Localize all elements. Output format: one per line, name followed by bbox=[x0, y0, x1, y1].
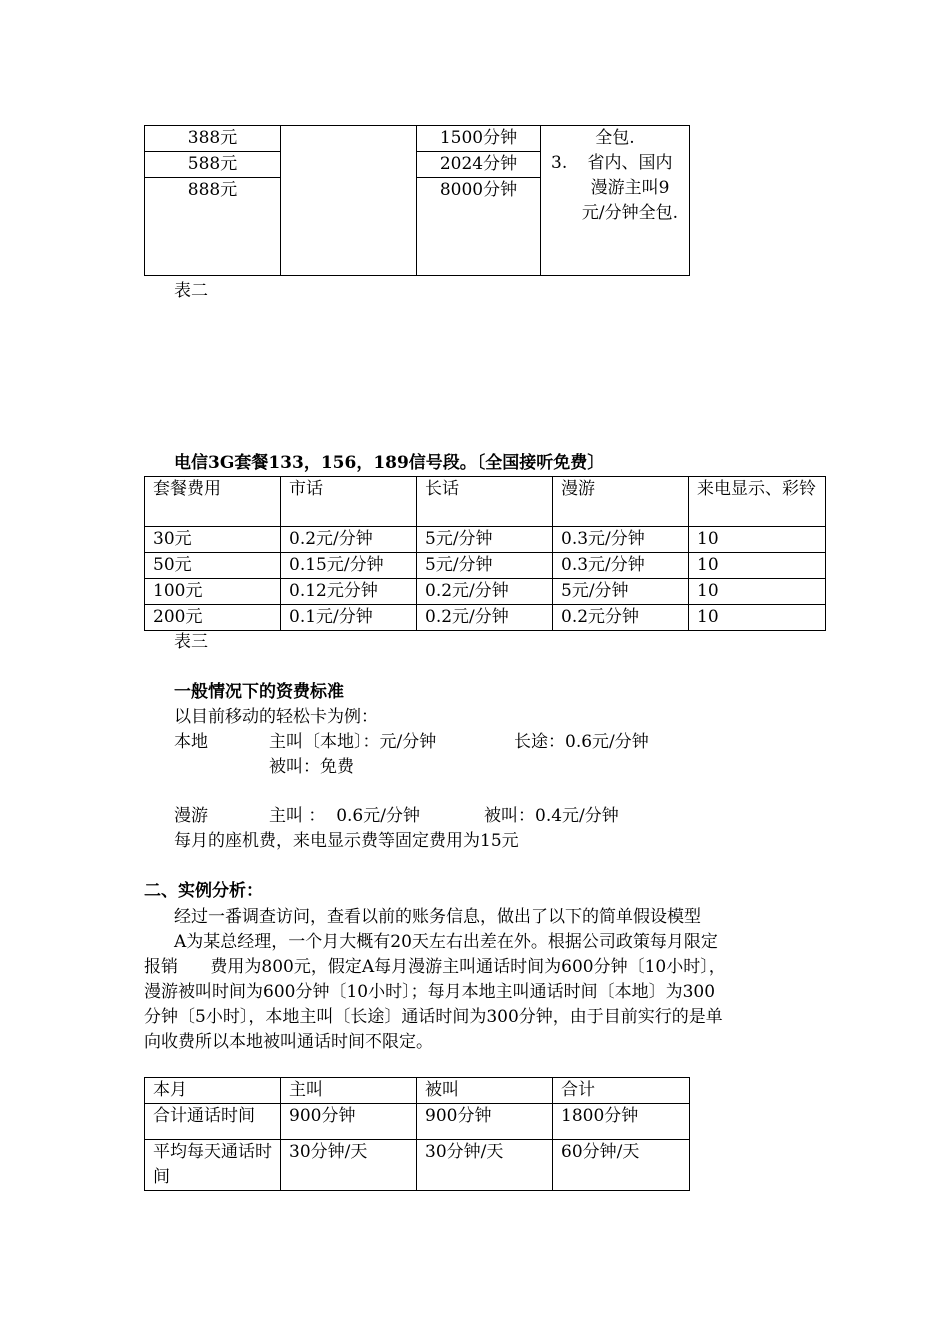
paragraph-line: 向收费所以本地被叫通话时间不限定。 bbox=[144, 1032, 433, 1052]
table-cell: 2024分钟 bbox=[417, 152, 541, 178]
table-cell: 0.12元分钟 bbox=[281, 579, 417, 605]
table-cell: 200元 bbox=[145, 605, 281, 631]
table-header-cell: 长话 bbox=[417, 477, 553, 527]
table-cell: 0.3元/分钟 bbox=[553, 527, 689, 553]
table-cell: 0.3元/分钟 bbox=[553, 553, 689, 579]
table-cell: 388元 bbox=[145, 126, 281, 152]
table-header-cell: 被叫 bbox=[417, 1078, 553, 1104]
table-cell: 8000分钟 bbox=[417, 178, 541, 276]
table-row bbox=[145, 605, 826, 631]
paragraph-line: 报销 费用为800元，假定A每月漫游主叫通话时间为600分钟〔10小时〕， bbox=[144, 957, 726, 977]
table-caption: 表三 bbox=[174, 632, 208, 652]
table-cell: 0.2元/分钟 bbox=[417, 605, 553, 631]
section-title: 一般情况下的资费标准 bbox=[174, 682, 344, 702]
table-cell: 900分钟 bbox=[417, 1104, 553, 1140]
table-cell: 5元/分钟 bbox=[417, 527, 553, 553]
tariff-value: 被叫：0.4元/分钟 bbox=[484, 806, 619, 826]
table-cell: 100元 bbox=[145, 579, 281, 605]
table-header-cell: 本月 bbox=[145, 1078, 281, 1104]
table-row bbox=[145, 579, 826, 605]
table-cell: 588元 bbox=[145, 152, 281, 178]
tariff-label: 漫游 bbox=[174, 806, 208, 826]
telecom-plan-table bbox=[144, 476, 826, 631]
table-header-cell: 主叫 bbox=[281, 1078, 417, 1104]
table-cell: 平均每天通话时间 bbox=[145, 1140, 281, 1191]
table-cell: 0.2元分钟 bbox=[553, 605, 689, 631]
section-title: 电信3G套餐133，156，189信号段。〔全国接听免费〕 bbox=[174, 453, 605, 473]
table-header-cell: 来电显示、彩铃 bbox=[689, 477, 826, 527]
table-cell: 0.2元/分钟 bbox=[281, 527, 417, 553]
call-time-table bbox=[144, 1077, 690, 1191]
note-line: 全包. bbox=[595, 128, 635, 148]
table-cell: 60分钟/天 bbox=[553, 1140, 690, 1191]
paragraph: 以目前移动的轻松卡为例： bbox=[174, 707, 378, 727]
table-cell: 30元 bbox=[145, 527, 281, 553]
table-cell: 10 bbox=[689, 553, 826, 579]
table-cell: 50元 bbox=[145, 553, 281, 579]
table-cell: 888元 bbox=[145, 178, 281, 276]
table-cell-empty bbox=[281, 126, 417, 276]
table-cell: 10 bbox=[689, 579, 826, 605]
table-cell: 1800分钟 bbox=[553, 1104, 690, 1140]
tariff-value: 主叫〔本地〕：元/分钟 bbox=[269, 732, 437, 752]
paragraph: 每月的座机费，来电显示费等固定费用为15元 bbox=[174, 831, 519, 851]
table-cell: 30分钟/天 bbox=[417, 1140, 553, 1191]
table-caption: 表二 bbox=[174, 281, 208, 301]
note-number: 3. bbox=[551, 153, 568, 173]
paragraph-line: 经过一番调查访问，查看以前的账务信息，做出了以下的简单假设模型 bbox=[174, 907, 701, 927]
table-header-cell: 合计 bbox=[553, 1078, 690, 1104]
table-note-cell bbox=[541, 126, 690, 276]
table-row bbox=[145, 1140, 690, 1191]
table-row bbox=[145, 1104, 690, 1140]
table-cell: 0.15元/分钟 bbox=[281, 553, 417, 579]
table-cell: 1500分钟 bbox=[417, 126, 541, 152]
tariff-value: 主叫 ： 0.6元/分钟 bbox=[269, 806, 420, 826]
table-row bbox=[145, 527, 826, 553]
plan-table-continued bbox=[144, 125, 690, 276]
tariff-value: 被叫：免费 bbox=[269, 757, 354, 777]
paragraph-line: 分钟〔5小时〕，本地主叫〔长途〕通话时间为300分钟，由于目前实行的是单 bbox=[144, 1007, 723, 1027]
table-cell: 10 bbox=[689, 605, 826, 631]
table-header-cell: 市话 bbox=[281, 477, 417, 527]
table-header-cell: 漫游 bbox=[553, 477, 689, 527]
table-row bbox=[145, 553, 826, 579]
table-cell: 0.2元/分钟 bbox=[417, 579, 553, 605]
table-cell: 合计通话时间 bbox=[145, 1104, 281, 1140]
table-cell: 0.1元/分钟 bbox=[281, 605, 417, 631]
table-header-cell: 套餐费用 bbox=[145, 477, 281, 527]
table-cell: 10 bbox=[689, 527, 826, 553]
table-cell: 5元/分钟 bbox=[553, 579, 689, 605]
note-item bbox=[551, 151, 679, 226]
table-cell: 900分钟 bbox=[281, 1104, 417, 1140]
table-cell: 30分钟/天 bbox=[281, 1140, 417, 1191]
tariff-value: 长途：0.6元/分钟 bbox=[514, 732, 649, 752]
tariff-label: 本地 bbox=[174, 732, 208, 752]
paragraph-line: A为某总经理，一个月大概有20天左右出差在外。根据公司政策每月限定 bbox=[174, 932, 718, 952]
table-cell: 5元/分钟 bbox=[417, 553, 553, 579]
section-heading: 二、实例分析： bbox=[144, 881, 263, 901]
paragraph-line: 漫游被叫时间为600分钟〔10小时〕；每月本地主叫通话时间〔本地〕为300 bbox=[144, 982, 716, 1002]
note-text: 省内、国内漫游主叫9元/分钟全包. bbox=[581, 153, 679, 223]
